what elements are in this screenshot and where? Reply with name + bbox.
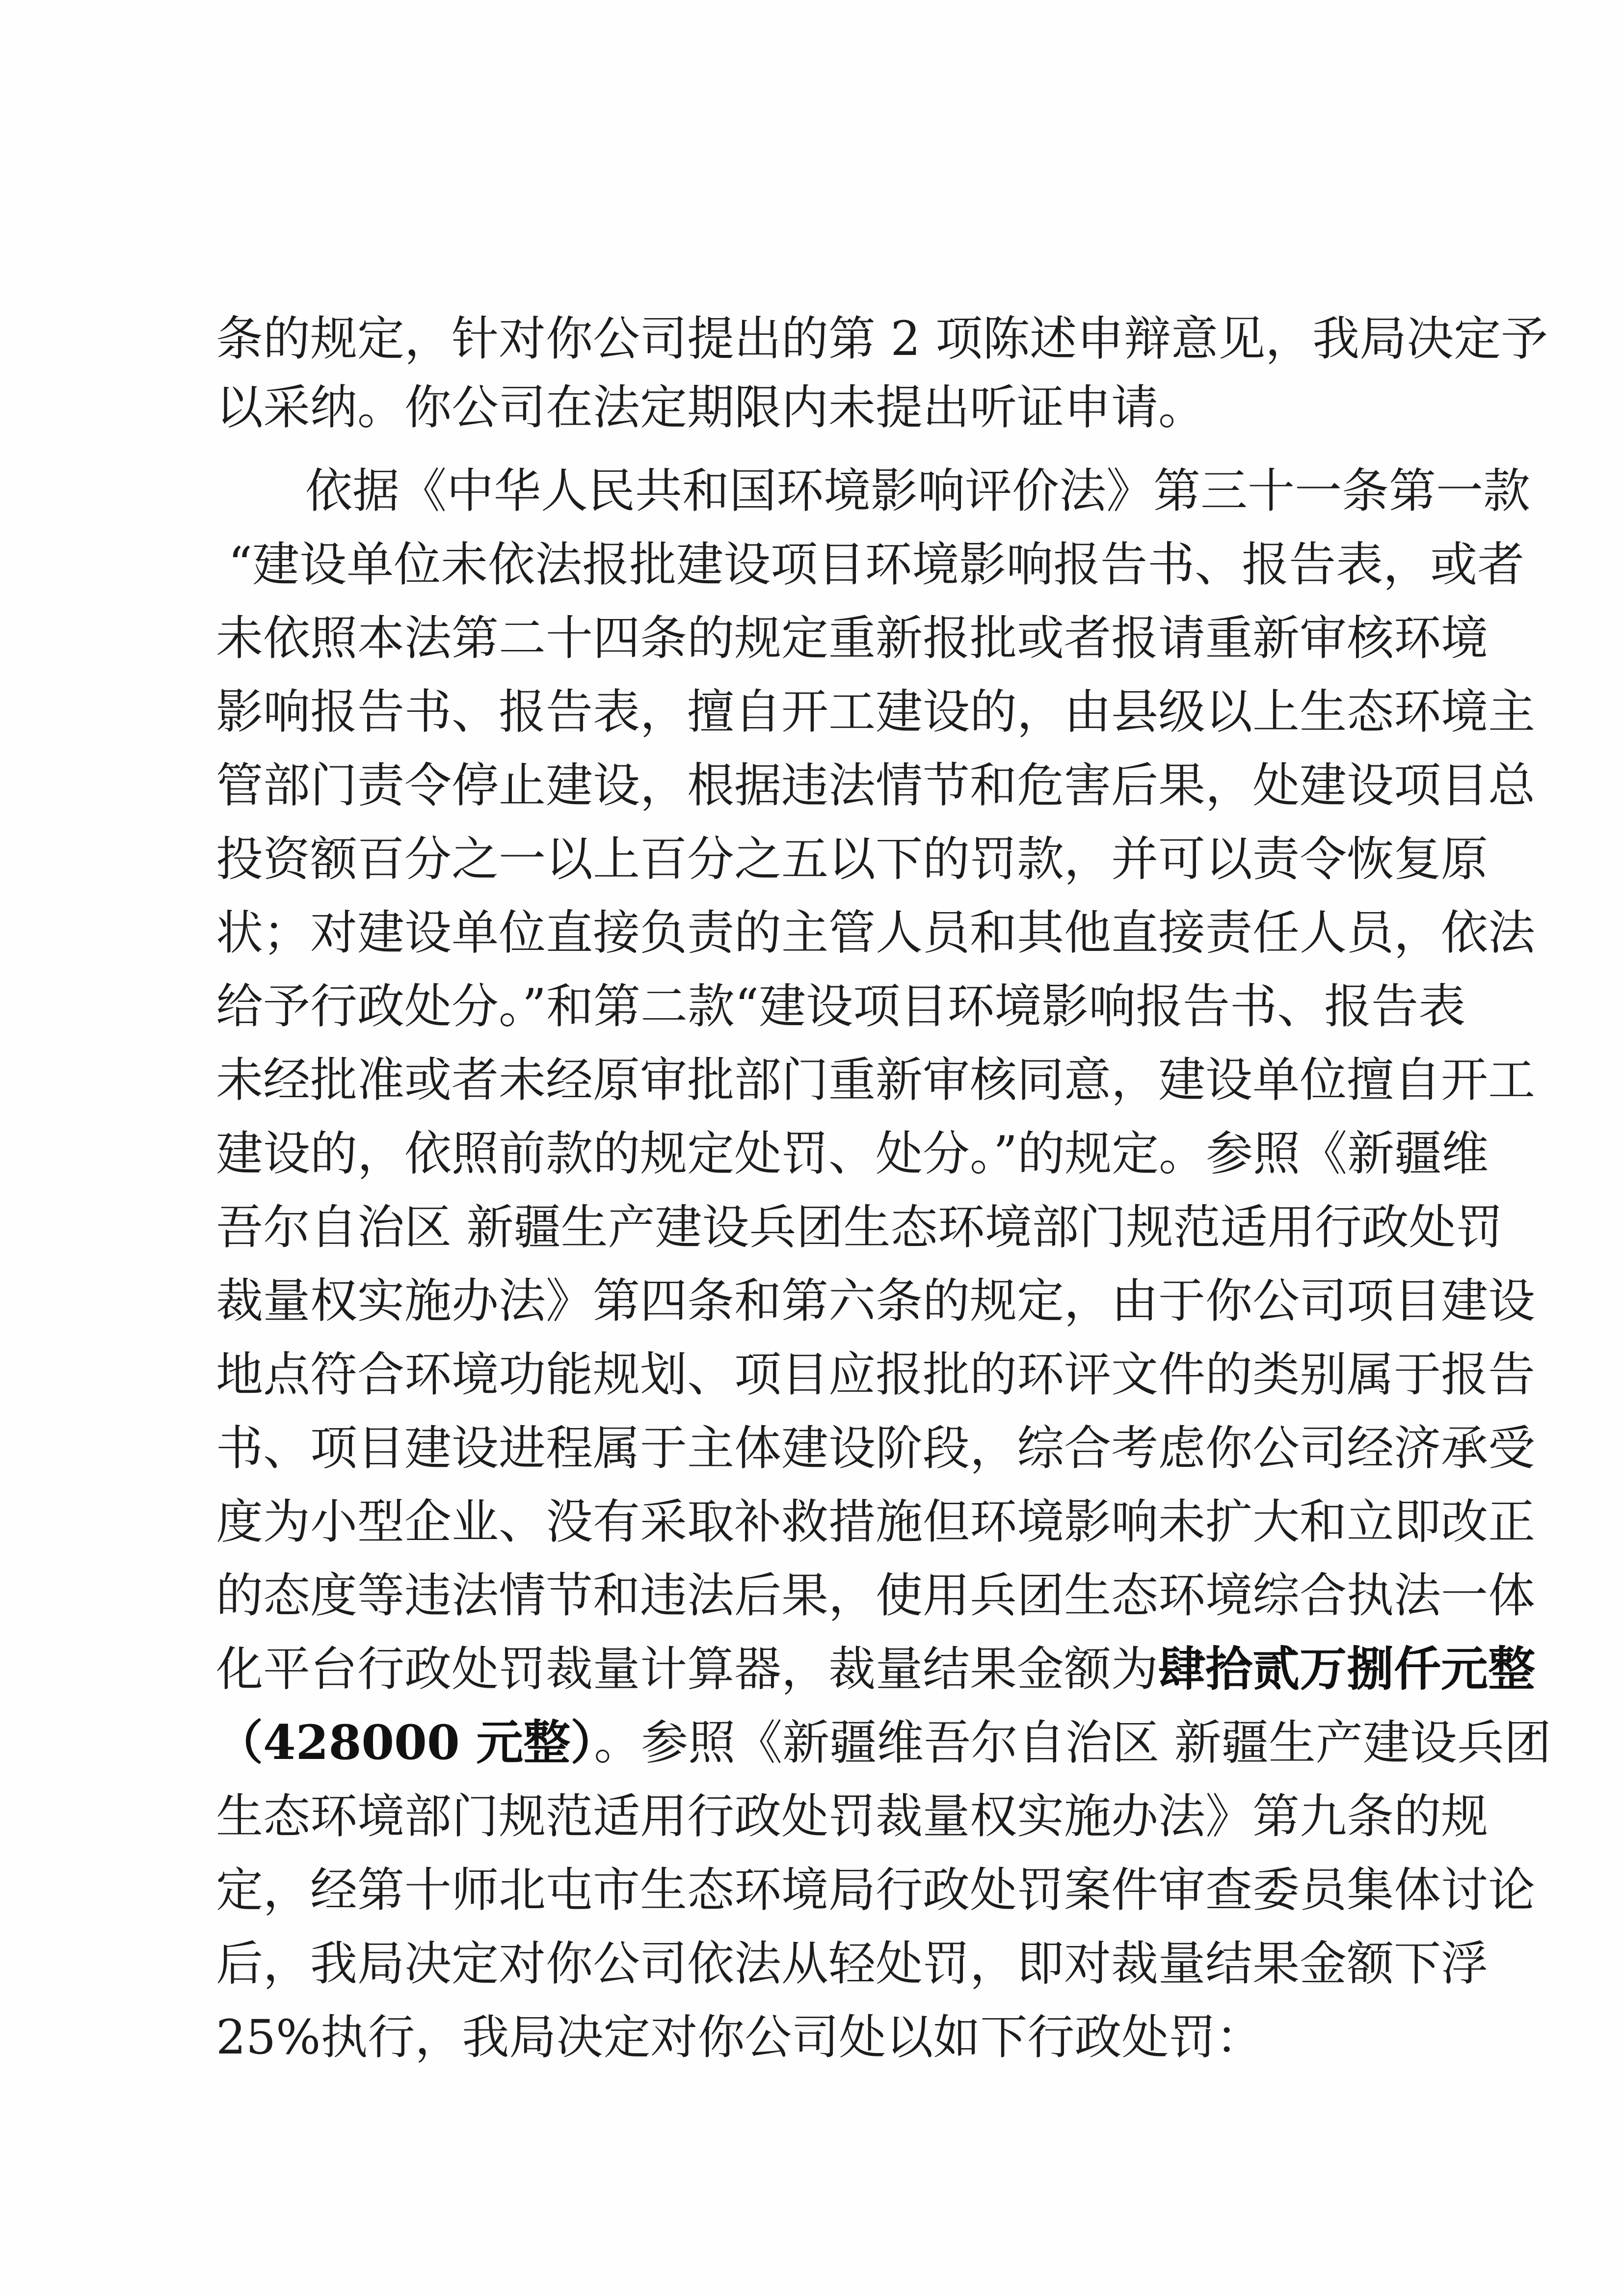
- text-line: 生态环境部门规范适用行政处罚裁量权实施办法》第九条的规: [216, 1789, 1488, 1844]
- text-line: 吾尔自治区 新疆生产建设兵团生态环境部门规范适用行政处罚: [216, 1200, 1503, 1255]
- paragraph-start-line: 依据《中华人民共和国环境影响评价法》第三十一条第一款: [305, 463, 1530, 518]
- text-line: [216, 1706, 1551, 1780]
- text-line: 地点符合环境功能规划、项目应报批的环评文件的类别属于报告: [216, 1347, 1535, 1402]
- text-line: 建设的，依照前款的规定处罚、处分。”的规定。参照《新疆维: [216, 1126, 1489, 1181]
- text-line: 定，经第十师北屯市生态环境局行政处罚案件审查委员集体讨论: [216, 1863, 1535, 1918]
- text-line: 25%执行，我局决定对你公司处以如下行政处罚：: [216, 2010, 1263, 2065]
- text-line: 未依照本法第二十四条的规定重新报批或者报请重新审核环境: [216, 611, 1488, 666]
- text-line: 的态度等违法情节和违法后果，使用兵团生态环境综合执法一体: [216, 1568, 1535, 1623]
- text-line: 条的规定，针对你公司提出的第 2 项陈述申辩意见，我局决定予: [216, 311, 1548, 366]
- text-segment: 化平台行政处罚裁量计算器，裁量结果金额为: [216, 1642, 1158, 1697]
- text-line: “建设单位未依法报批建设项目环境影响报告书、报告表，或者: [228, 537, 1525, 592]
- text-line: 影响报告书、报告表，擅自开工建设的，由县级以上生态环境主: [216, 684, 1535, 739]
- text-line: 书、项目建设进程属于主体建设阶段，综合考虑你公司经济承受: [216, 1421, 1535, 1476]
- text-line: 度为小型企业、没有采取补救措施但环境影响未扩大和立即改正: [216, 1494, 1535, 1549]
- text-line: 未经批准或者未经原审批部门重新审核同意，建设单位擅自开工: [216, 1053, 1535, 1107]
- text-segment: 。参照《新疆维吾尔自治区 新疆生产建设兵团: [594, 1715, 1551, 1770]
- text-line: 裁量权实施办法》第四条和第六条的规定，由于你公司项目建设: [216, 1273, 1535, 1328]
- text-line: 以采纳。你公司在法定期限内未提出听证申请。: [216, 380, 1205, 435]
- text-line: 投资额百分之一以上百分之五以下的罚款，并可以责令恢复原: [216, 832, 1488, 887]
- fine-amount-figures: （428000 元整）: [216, 1715, 594, 1770]
- text-line: 状；对建设单位直接负责的主管人员和其他直接责任人员，依法: [216, 905, 1535, 960]
- fine-amount-words: 肆拾贰万捌仟元整: [1158, 1641, 1535, 1697]
- text-line: 后，我局决定对你公司依法从轻处罚，即对裁量结果金额下浮: [216, 1936, 1488, 1991]
- text-line: 管部门责令停止建设，根据违法情节和危害后果，处建设项目总: [216, 758, 1535, 813]
- text-line: [216, 1632, 1535, 1706]
- text-line: 给予行政处分。”和第二款“建设项目环境影响报告书、报告表: [216, 979, 1466, 1034]
